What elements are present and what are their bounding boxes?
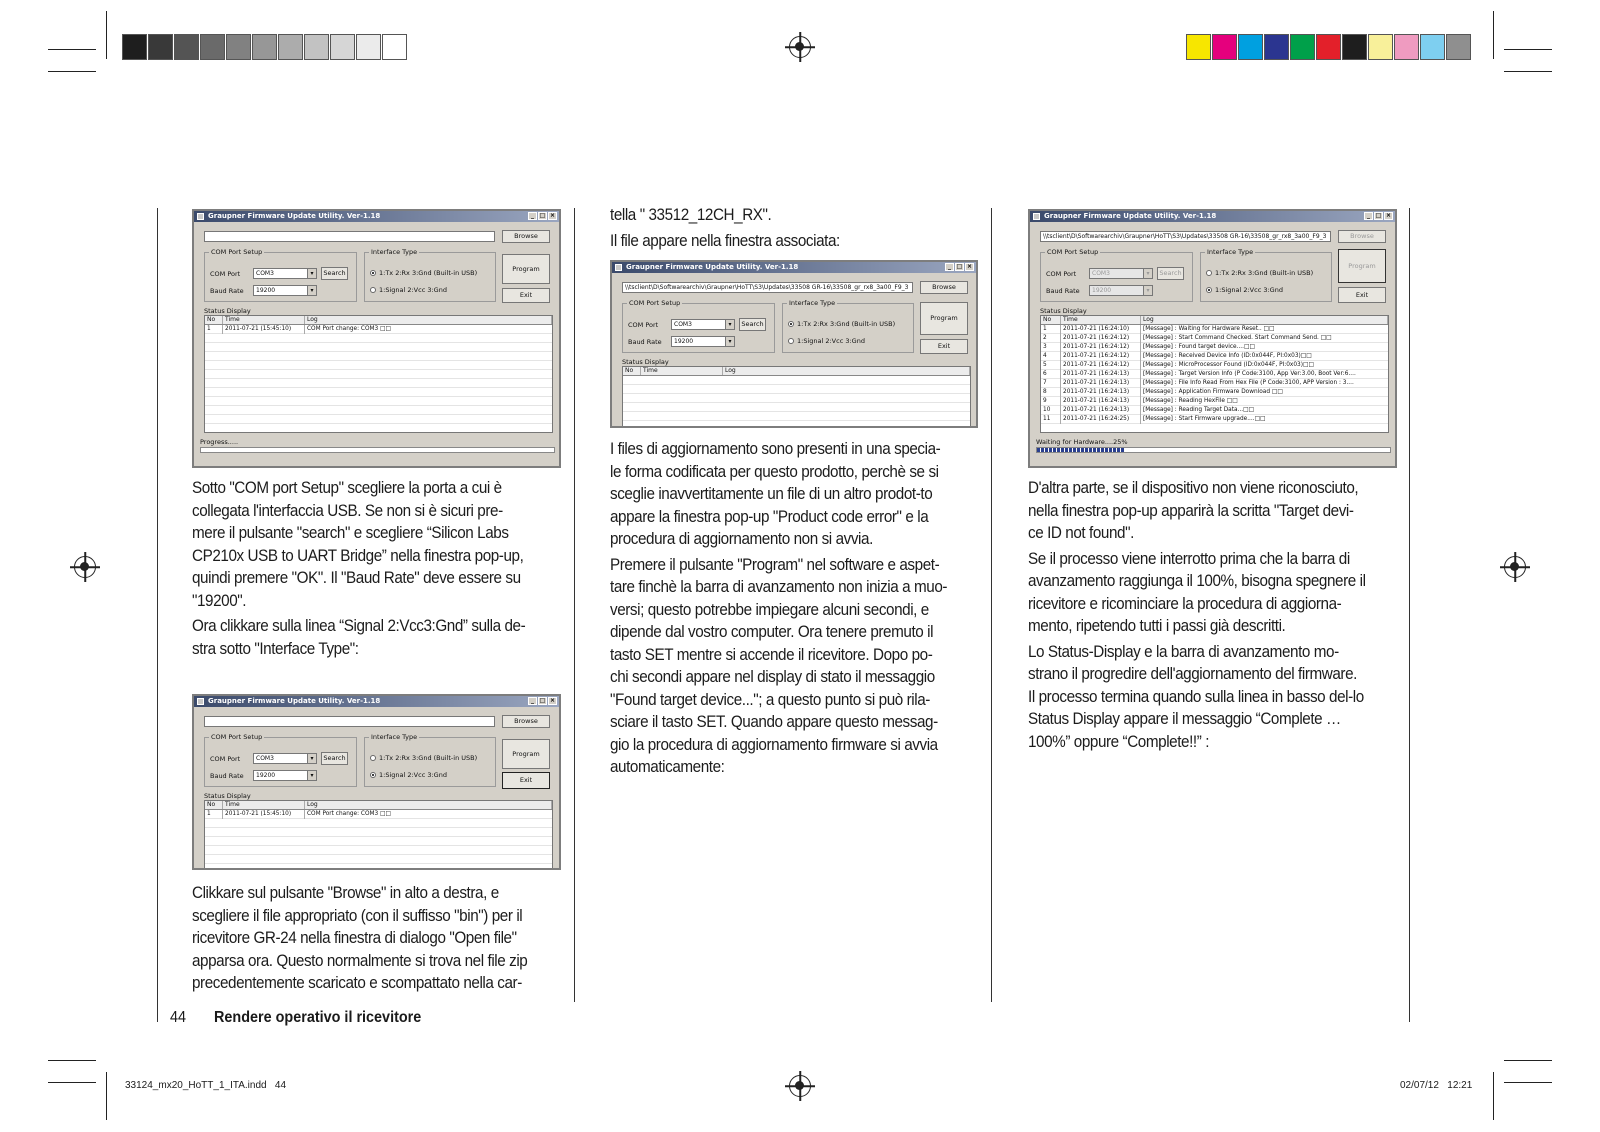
firmware-update-window: Graupner Firmware Update Utility. Ver-1.18 _ □ × Browse COM Port Setup COM Port COM3 ▾ Search Baud Rate 19200 ▾ Interface Type 1:Tx 2:Rx 3:Gnd (Built-in USB) 1:Signal 2:Vcc 3:Gnd Program Exit Status Display No Time Log 1 2011-07-21 (15:45:10) COM Port change: COM3 □□ <box>192 694 561 870</box>
com-port-select[interactable]: COM3 ▾ <box>1089 268 1153 279</box>
greyscale-swatch <box>122 34 147 60</box>
exit-button[interactable]: Exit <box>502 772 550 789</box>
baud-rate-select[interactable]: 19200 ▾ <box>253 770 317 781</box>
minimize-button[interactable]: _ <box>528 212 537 220</box>
window-titlebar: Graupner Firmware Update Utility. Ver-1.18 _ □ × <box>1030 211 1395 222</box>
process-color-bar <box>1186 34 1472 60</box>
status-log[interactable]: No Time Log 1 2011-07-21 (15:45:10) COM Port change: COM3 □□ <box>204 800 553 870</box>
status-log[interactable]: No Time Log <box>622 366 971 428</box>
column-rule <box>157 208 158 1022</box>
browse-button[interactable]: Browse <box>502 715 550 728</box>
program-button[interactable]: Program <box>1338 249 1386 283</box>
minimize-button[interactable]: _ <box>1364 212 1373 220</box>
greyscale-swatch <box>226 34 251 60</box>
close-button[interactable]: × <box>1385 212 1392 219</box>
process-color-swatch <box>1394 34 1419 60</box>
com-port-setup-group: COM Port Setup <box>1040 252 1193 302</box>
close-button[interactable]: × <box>549 697 556 704</box>
table-row: 4 2011-07-21 (16:24:12) [Message] : Received Device Info (ID:0x044F, PI:0x03)□□ <box>1043 353 1312 359</box>
browse-button[interactable]: Browse <box>920 281 968 294</box>
browse-button[interactable]: Browse <box>502 230 550 243</box>
interface-radio-signal[interactable]: 1:Signal 2:Vcc 3:Gnd <box>370 286 447 294</box>
registration-mark-bottom <box>789 1075 811 1097</box>
file-path-field[interactable] <box>204 716 495 727</box>
table-row: 11 2011-07-21 (16:24:25) [Message] : Start Firmware upgrade....□□ <box>1043 416 1266 422</box>
greyscale-swatch <box>330 34 355 60</box>
interface-radio-signal[interactable]: 1:Signal 2:Vcc 3:Gnd <box>1206 286 1283 294</box>
text-column-2-top: tella " 33512_12CH_RX". Il file appare nella finestra associata: <box>610 206 840 250</box>
greyscale-swatch <box>174 34 199 60</box>
interface-type-group: Interface Type <box>782 303 914 353</box>
process-color-swatch <box>1316 34 1341 60</box>
greyscale-color-bar <box>122 34 408 60</box>
interface-radio-usb[interactable]: 1:Tx 2:Rx 3:Gnd (Built-in USB) <box>788 320 895 328</box>
program-button[interactable]: Program <box>502 254 550 284</box>
column-rule <box>574 208 575 1002</box>
com-port-setup-group: COM Port Setup <box>204 737 357 787</box>
table-row: 10 2011-07-21 (16:24:13) [Message] : Reading Target Data...□□ <box>1043 407 1255 413</box>
maximize-button[interactable]: □ <box>956 263 963 270</box>
window-titlebar: Graupner Firmware Update Utility. Ver-1.18 _ □ × <box>194 696 559 707</box>
firmware-update-window: Graupner Firmware Update Utility. Ver-1.18 _ □ × Browse COM Port Setup COM Port COM3 ▾ Search Baud Rate 19200 ▾ Interface Type 1:Tx 2:Rx 3:Gnd (Built-in USB) 1:Signal 2:Vcc 3:Gnd Program Exit Status Display No Time Log 1 2011-07-21 (15:45:10) COM Port change: COM3 □□ Progress..... <box>192 209 561 468</box>
search-button[interactable]: Search <box>321 267 348 280</box>
minimize-button[interactable]: _ <box>945 263 954 271</box>
table-row: 1 2011-07-21 (15:45:10) COM Port change: COM3 □□ <box>207 326 392 332</box>
close-button[interactable]: × <box>549 212 556 219</box>
com-port-select[interactable]: COM3 ▾ <box>671 319 735 330</box>
table-row: 2 2011-07-21 (16:24:12) [Message] : Start Command Checked. Start Command Send. □□ <box>1043 335 1332 341</box>
greyscale-swatch <box>382 34 407 60</box>
interface-type-group: Interface Type <box>364 737 496 787</box>
interface-radio-usb[interactable]: 1:Tx 2:Rx 3:Gnd (Built-in USB) <box>1206 269 1313 277</box>
app-icon <box>615 264 622 271</box>
browse-button[interactable]: Browse <box>1338 230 1386 243</box>
baud-rate-select[interactable]: 19200 ▾ <box>1089 285 1153 296</box>
file-path-field[interactable] <box>204 231 495 242</box>
program-button[interactable]: Program <box>502 739 550 769</box>
progress-bar <box>200 447 555 453</box>
program-button[interactable]: Program <box>920 302 968 335</box>
registration-mark-right <box>1504 556 1526 578</box>
progress-bar <box>1036 447 1391 453</box>
table-row: 5 2011-07-21 (16:24:12) [Message] : MicroProcessor Found (ID:0x044F, PI:0x03)□□ <box>1043 362 1314 368</box>
process-color-swatch <box>1238 34 1263 60</box>
table-row: 8 2011-07-21 (16:24:13) [Message] : Application Firmware Download □□ <box>1043 389 1283 395</box>
minimize-button[interactable]: _ <box>528 697 537 705</box>
maximize-button[interactable]: □ <box>1375 212 1382 219</box>
app-icon <box>197 698 204 705</box>
column-rule <box>1409 208 1410 1022</box>
baud-rate-select[interactable]: 19200 ▾ <box>671 336 735 347</box>
maximize-button[interactable]: □ <box>539 697 546 704</box>
text-column-1: Sotto "COM port Setup" scegliere la porta a cui è collegata l'interfaccia USB. Se non si è sicuri pre-mere il pulsante "search" e scegliere “Silicon Labs CP210x USB to UART Bridge” nella finestra pop-up, quindi premere "OK". Il "Baud Rate" deve essere su "19200". Ora clikkare sulla linea “Signal 2:Vcc3:Gnd” sulla de-stra sotto "Interface Type": <box>192 479 526 658</box>
close-button[interactable]: × <box>966 263 973 270</box>
process-color-swatch <box>1420 34 1445 60</box>
table-row: 1 2011-07-21 (16:24:10) [Message] : Waiting for Hardware Reset.. □□ <box>1043 326 1275 332</box>
interface-radio-signal[interactable]: 1:Signal 2:Vcc 3:Gnd <box>370 771 447 779</box>
text-column-3: D'altra parte, se il dispositivo non viene riconosciuto, nella finestra pop-up apparirà la scritta "Target devi-ce ID not found". Se il processo viene interrotto prima che la barra di avanzamento raggiunga il 100%, bisogna spegnere il ricevitore e ricominciare la procedura di aggiorna-mento, ripetendo tutti i passi già descritti. Lo Status-Display e la barra di avanzamento mo-strano il progredire dell'aggiornamento del firmware. Il processo termina quando sulla linea in basso del-lo Status Display appare il messaggio “Complete … 100%” oppure “Complete!!” : <box>1028 479 1366 751</box>
status-log[interactable]: No Time Log 1 2011-07-21 (16:24:10) [Message] : Waiting for Hardware Reset.. □□ 2 2011-07-21 (16:24:12) [Message] : Start Command Checked. Start Command Send. □□ 3 2011-07-21 (16:24:12) [Message] : Found target device....□□ 4 2011-07-21 (16:24:12) [Message] : Received Device Info (ID:0x044F, PI:0x03)□□ 5 2011-07-21 (16:24:12) [Message] : MicroProcessor Found (ID:0x044F, PI:0x03)□□ 6 2011-07-21 (16:24:13) [Message] : Target Version Info (P Code:3100, App Ver:3.00, Boot Ver:6.... 7 2011-07-21 (16:24:13) [Message] : File Info Read From Hex File (P Code:3100, APP Version : 3.... 8 2011-07-21 (16:24:13) [Message] : Application Firmware Download □□ 9 2011-07-21 (16:24:13) [Message] : Reading HexFile □□ 10 2011-07-21 (16:24:13) [Message] : Reading Target Data...□□ 11 2011-07-21 (16:24:25) [Message] : Start Firmware upgrade....□□ <box>1040 315 1389 433</box>
text-column-2: I files di aggiornamento sono presenti in una specia-le forma codificata per questo prodotto, perchè se si sceglie inavvertitamente un file di un altro prodot-to appare la finestra pop-up "Product code error" e la procedura di aggiornamento non si avvia. Premere il pulsante "Program" nel software e aspet-tare finchè la barra di avanzamento non inizia a muo-versi; questo potrebbe impiegare alcuni secondi, e dipende dal vostro computer. Ora tenere premuto il tasto SET mentre si accende il ricevitore. Dopo po-chi secondi appare nel display di stato il messaggio "Found target device..."; a questo punto si può rila-sciare il tasto SET. Quando appare questo messag-gio la procedura di aggiornamento firmware si avvia automaticamente: <box>610 440 948 776</box>
page-number: 44 <box>170 1009 187 1026</box>
table-row: 6 2011-07-21 (16:24:13) [Message] : Target Version Info (P Code:3100, App Ver:3.00, Boot Ver:6.... <box>1043 371 1356 377</box>
com-port-setup-group: COM Port Setup <box>622 303 775 353</box>
status-log[interactable]: No Time Log 1 2011-07-21 (15:45:10) COM Port change: COM3 □□ <box>204 315 553 433</box>
search-button[interactable]: Search <box>1157 267 1184 280</box>
greyscale-swatch <box>278 34 303 60</box>
exit-button[interactable]: Exit <box>920 339 968 354</box>
registration-mark-top <box>789 36 811 58</box>
registration-mark-left <box>74 556 96 578</box>
com-port-select[interactable]: COM3 ▾ <box>253 753 317 764</box>
baud-rate-select[interactable]: 19200 ▾ <box>253 285 317 296</box>
column-rule <box>991 208 992 1002</box>
firmware-update-window: Graupner Firmware Update Utility. Ver-1.18 _ □ × \\tsclient\D\Softwarearchiv\Graupner\HoTT\S3\Updates\33508 GR-16\33508_gr_rx8_3a00_F9_3 Browse COM Port Setup COM Port COM3 ▾ Search Baud Rate 19200 ▾ Interface Type 1:Tx 2:Rx 3:Gnd (Built-in USB) 1:Signal 2:Vcc 3:Gnd Program Exit Status Display No Time Log 1 2011-07-21 (16:24:10) [Message] : Waiting for Hardware Reset.. □□ 2 2011-07-21 (16:24:12) [Message] : Start Command Checked. Start Command Send. □□ 3 2011-07-21 (16:24:12) [Message] : Found target device....□□ 4 2011-07-21 (16:24:12) [Message] : Received Device Info (ID:0x044F, PI:0x03)□□ 5 2011-07-21 (16:24:12) [Message] : MicroProcessor Found (ID:0x044F, PI:0x03)□□ 6 2011-07-21 (16:24:13) [Message] : Target Version Info (P Code:3100, App Ver:3.00, Boot Ver:6.... 7 2011-07-21 (16:24:13) [Message] : File Info Read From Hex File (P Code:3100, APP Version : 3.... 8 2011-07-21 (16:24:13) [Message] : Application Firmware Download □□ 9 2011-07-21 (16:24:13) [Message] : Reading HexFile □□ 10 2011-07-21 (16:24:13) [Message] : Reading Target Data...□□ 11 2011-07-21 (16:24:25) [Message] : Start Firmware upgrade....□□ Waiting for Hardware....25% <box>1028 209 1397 468</box>
firmware-update-window: Graupner Firmware Update Utility. Ver-1.18 _ □ × \\tsclient\D\Softwarearchiv\Graupner\HoTT\S3\Updates\33508 GR-16\33508_gr_rx8_3a00_F9_3 Browse COM Port Setup COM Port COM3 ▾ Search Baud Rate 19200 ▾ Interface Type 1:Tx 2:Rx 3:Gnd (Built-in USB) 1:Signal 2:Vcc 3:Gnd Program Exit Status Display No Time Log <box>610 260 978 428</box>
table-row: 9 2011-07-21 (16:24:13) [Message] : Reading HexFile □□ <box>1043 398 1238 404</box>
greyscale-swatch <box>252 34 277 60</box>
interface-type-group: Interface Type <box>364 252 496 302</box>
search-button[interactable]: Search <box>739 318 766 331</box>
search-button[interactable]: Search <box>321 752 348 765</box>
greyscale-swatch <box>148 34 173 60</box>
slug-datetime: 02/07/12 12:21 <box>1400 1080 1473 1091</box>
interface-radio-signal[interactable]: 1:Signal 2:Vcc 3:Gnd <box>788 337 865 345</box>
text-column-1-bottom: Clikkare sul pulsante "Browse" in alto a destra, e scegliere il file appropriato (con il suffisso "bin") per il ricevitore GR-24 nella finestra di dialogo "Open file" apparsa ora. Questo normalmente si trova nel file zip precedentemente scaricato e scompattato nella car- <box>192 884 528 992</box>
section-title: Rendere operativo il ricevitore <box>214 1009 422 1026</box>
table-row: 3 2011-07-21 (16:24:12) [Message] : Found target device....□□ <box>1043 344 1255 350</box>
file-path-field[interactable]: \\tsclient\D\Softwarearchiv\Graupner\HoTT\S3\Updates\33508 GR-16\33508_gr_rx8_3a00_F9_3 <box>1040 231 1331 242</box>
interface-radio-usb[interactable]: 1:Tx 2:Rx 3:Gnd (Built-in USB) <box>370 269 477 277</box>
greyscale-swatch <box>304 34 329 60</box>
process-color-swatch <box>1368 34 1393 60</box>
interface-radio-usb[interactable]: 1:Tx 2:Rx 3:Gnd (Built-in USB) <box>370 754 477 762</box>
greyscale-swatch <box>200 34 225 60</box>
maximize-button[interactable]: □ <box>539 212 546 219</box>
process-color-swatch <box>1342 34 1367 60</box>
com-port-select[interactable]: COM3 ▾ <box>253 268 317 279</box>
app-icon <box>197 213 204 220</box>
table-row: 1 2011-07-21 (15:45:10) COM Port change: COM3 □□ <box>207 811 392 817</box>
interface-type-group: Interface Type <box>1200 252 1332 302</box>
process-color-swatch <box>1264 34 1289 60</box>
exit-button[interactable]: Exit <box>1338 287 1386 303</box>
file-path-field[interactable]: \\tsclient\D\Softwarearchiv\Graupner\HoTT\S3\Updates\33508 GR-16\33508_gr_rx8_3a00_F9_3 <box>622 282 913 293</box>
process-color-swatch <box>1212 34 1237 60</box>
com-port-setup-group: COM Port Setup <box>204 252 357 302</box>
process-color-swatch <box>1290 34 1315 60</box>
process-color-swatch <box>1186 34 1211 60</box>
exit-button[interactable]: Exit <box>502 288 550 303</box>
app-icon <box>1033 213 1040 220</box>
process-color-swatch <box>1446 34 1471 60</box>
greyscale-swatch <box>356 34 381 60</box>
table-row: 7 2011-07-21 (16:24:13) [Message] : File Info Read From Hex File (P Code:3100, APP Version : 3.... <box>1043 380 1354 386</box>
window-titlebar: Graupner Firmware Update Utility. Ver-1.18 _ □ × <box>194 211 559 222</box>
window-titlebar: Graupner Firmware Update Utility. Ver-1.18 _ □ × <box>612 262 976 273</box>
slug-filename: 33124_mx20_HoTT_1_ITA.indd 44 <box>125 1080 287 1091</box>
